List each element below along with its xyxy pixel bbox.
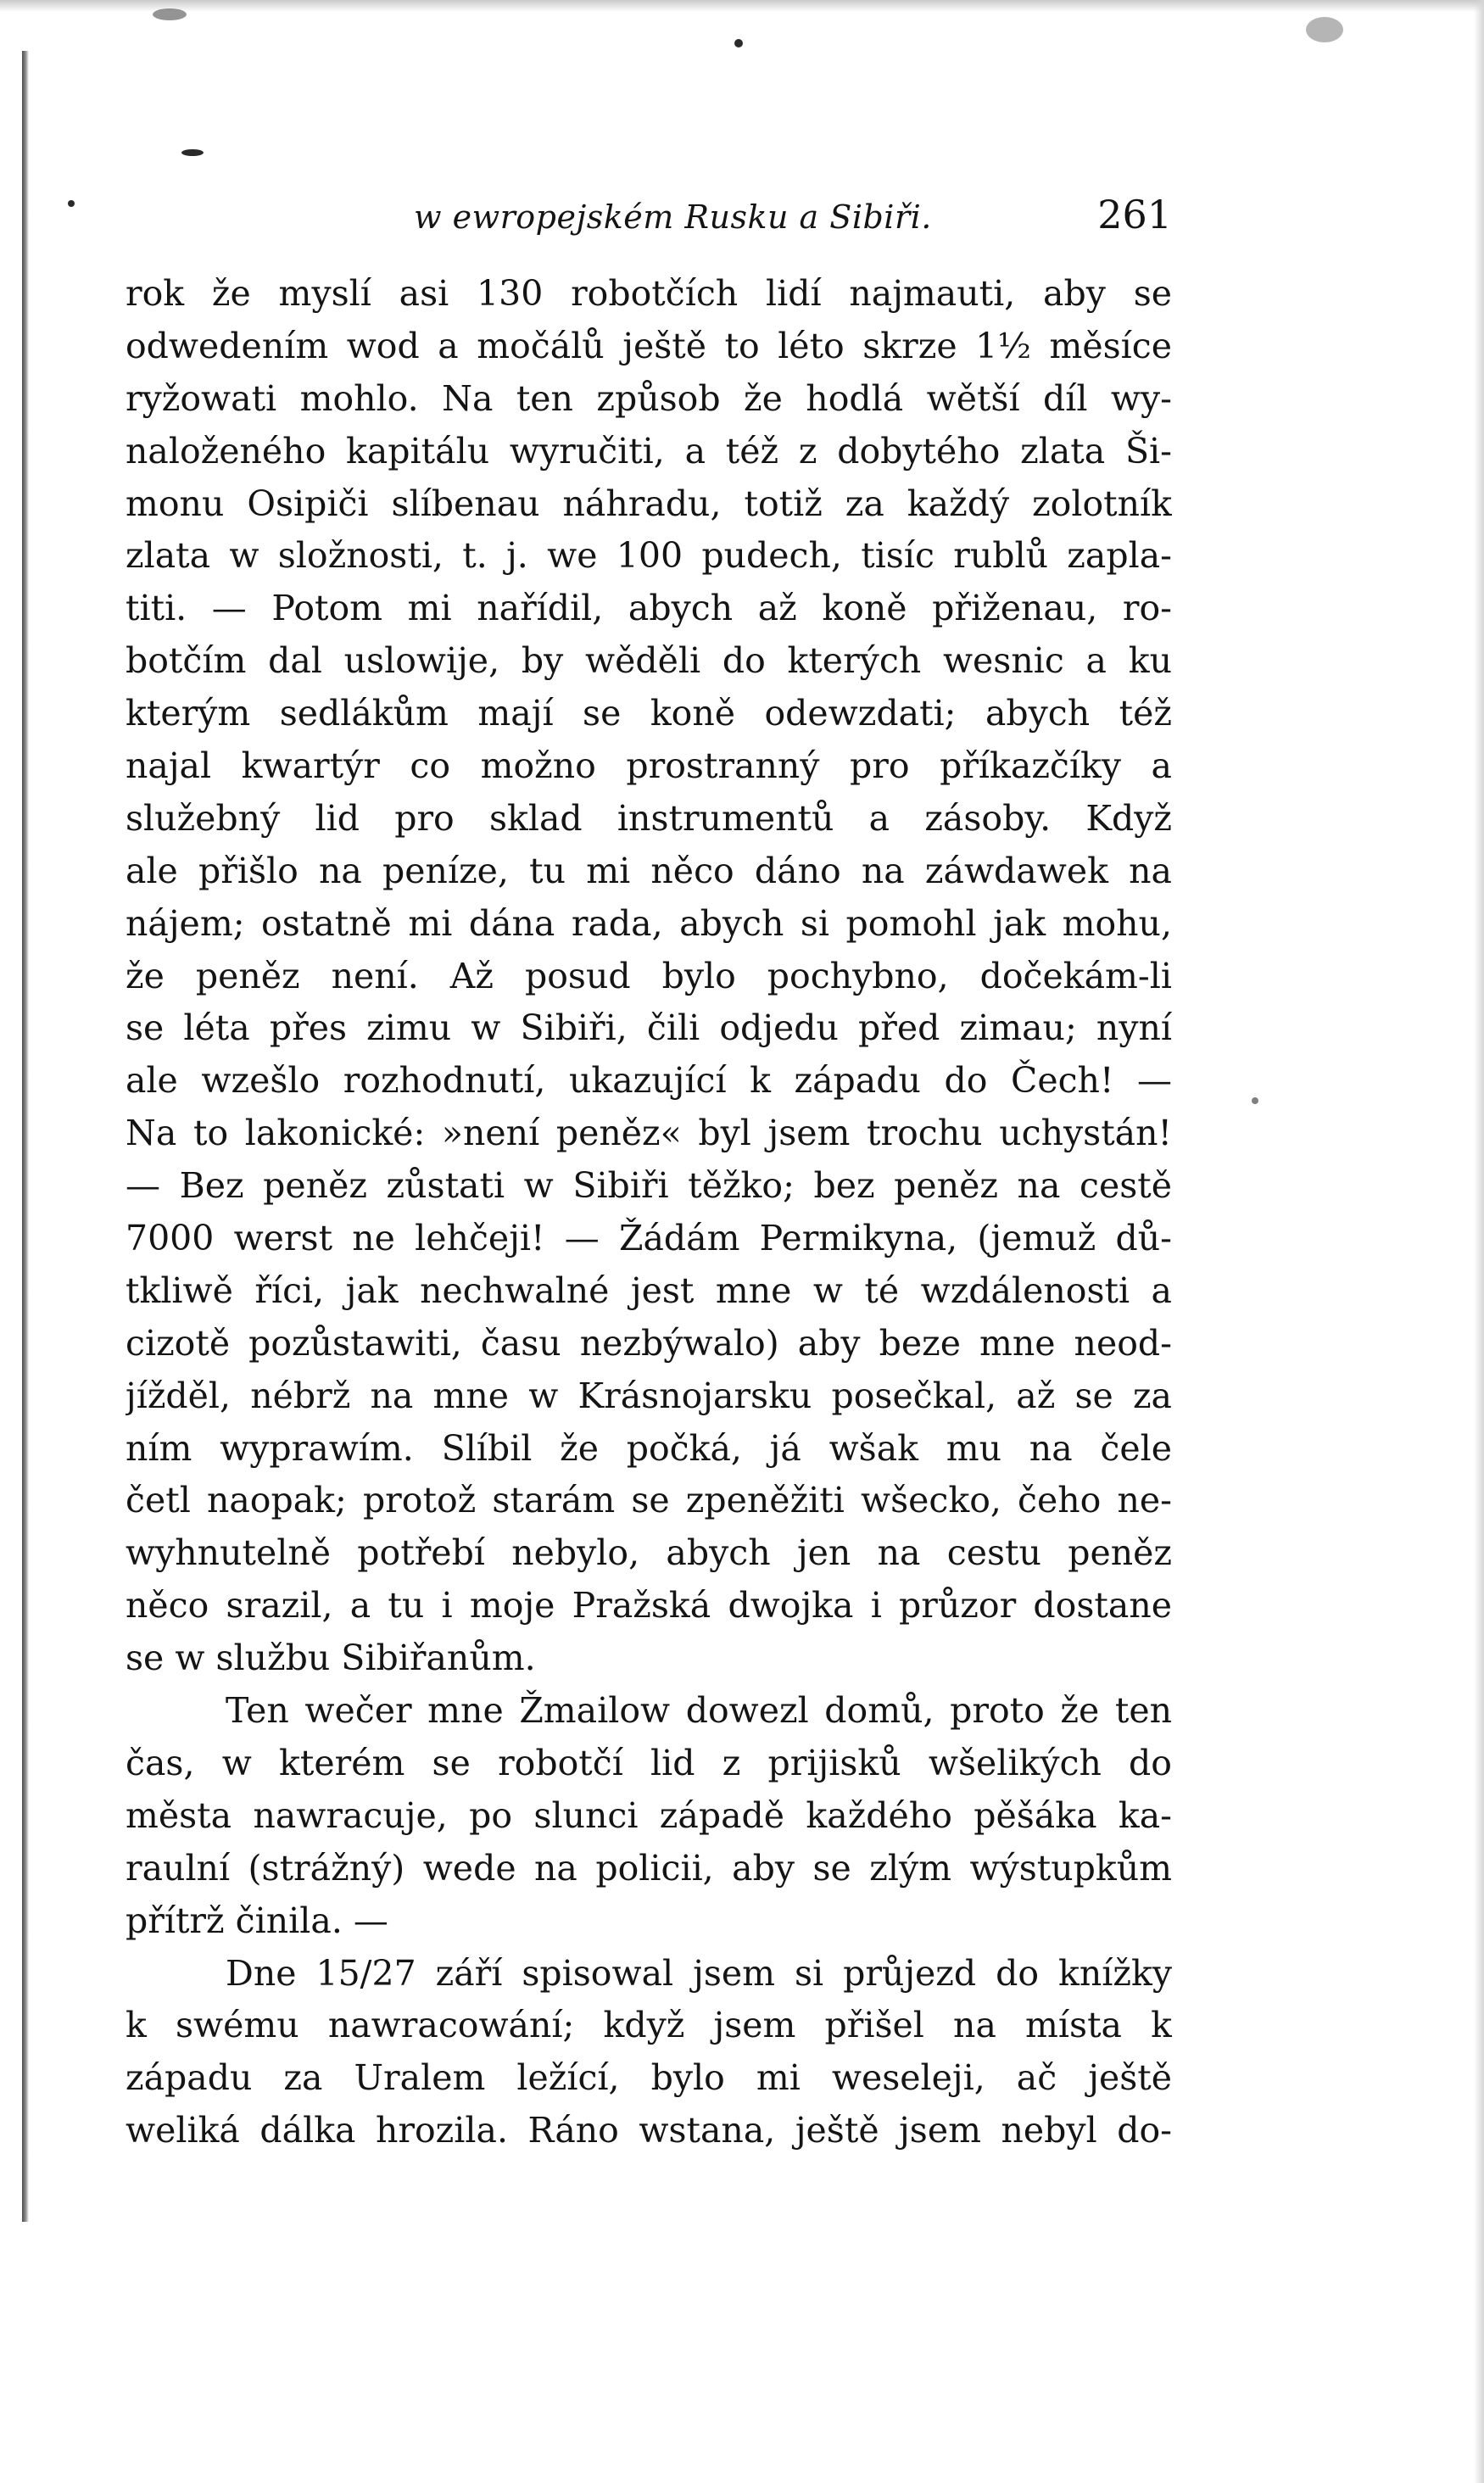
text-line: — Bez peněz zůstati w Sibiři těžko; bez peněz na cestě — [126, 1165, 1172, 1207]
text-line: monu Osipiči slíbenau náhradu, totiž za každý zolotník — [126, 483, 1172, 524]
text-line: k swému nawracowání; když jsem přišel na místa k — [126, 2005, 1172, 2046]
text-line: přítrž činila. — — [126, 1900, 388, 1941]
text-line: naloženého kapitálu wyručiti, a též z dobytého zlata Ši- — [126, 430, 1172, 471]
text-line: cizotě pozůstawiti, času nezbýwalo) aby beze mne neod- — [126, 1322, 1172, 1364]
running-title: w ewropejském Rusku a Sibiři. — [414, 198, 932, 236]
text-line: čas, w kterém se robotčí lid z prijisků wšelikých do — [126, 1742, 1172, 1783]
text-line: jížděl, nébrž na mne w Krásnojarsku posečkal, až se za — [126, 1375, 1172, 1416]
scan-speck — [181, 149, 204, 156]
text-line: města nawracuje, po slunci západě každého pěšáka ka- — [126, 1794, 1172, 1836]
text-line: nájem; ostatně mi dána rada, abych si pomohl jak mohu, — [126, 902, 1172, 944]
scan-speck — [1252, 1097, 1258, 1104]
text-line: se léta přes zimu w Sibiři, čili odjedu před zimau; nyní — [126, 1007, 1172, 1049]
text-line: raulní (strážný) wede na policii, aby se zlým wýstupkům — [126, 1847, 1172, 1889]
scan-edge-right — [1474, 0, 1484, 2483]
scan-edge-left — [22, 51, 29, 2222]
page-text — [126, 268, 1172, 2157]
scan-speck — [1306, 17, 1343, 42]
text-line: ryžowati mohlo. Na ten způsob že hodlá wětší díl wy- — [126, 377, 1172, 419]
text-line: odwedením wod a močálů ještě to léto skrze 1½ měsíce — [126, 325, 1172, 366]
text-line: najal kwartýr co možno prostranný pro příkazčíky a — [126, 745, 1172, 787]
text-line: titi. — Potom mi nařídil, abych až koně přiženau, ro- — [126, 588, 1172, 629]
text-line: že peněz není. Až posud bylo pochybno, dočekám-li — [126, 955, 1172, 996]
text-line: četl naopak; protož starám se zpeněžiti wšecko, čeho ne- — [126, 1480, 1172, 1521]
running-header — [126, 192, 1172, 251]
text-line: rok že myslí asi 130 robotčích lidí najmauti, aby se — [126, 273, 1172, 314]
text-line: tkliwě říci, jak nechwalné jest mne w té wzdálenosti a — [126, 1269, 1172, 1311]
text-line: něco srazil, a tu i moje Pražská dwojka i průzor dostane — [126, 1585, 1172, 1627]
text-line: Dne 15/27 září spisowal jsem si průjezd do knížky — [226, 1952, 1172, 1994]
text-line: služebný lid pro sklad instrumentů a zásoby. Když — [126, 797, 1172, 839]
text-line: ale přišlo na peníze, tu mi něco dáno na záwdawek na — [126, 850, 1172, 891]
text-line: Na to lakonické: »není peněz« byl jsem trochu uchystán! — [126, 1113, 1172, 1154]
scan-edge-top — [0, 0, 1484, 12]
text-line: západu za Uralem ležící, bylo mi weseleji, ač ještě — [126, 2057, 1172, 2099]
page-number: 261 — [1097, 192, 1172, 237]
scan-speck — [734, 39, 743, 47]
text-line: ním wyprawím. Slíbil že počká, já wšak mu na čele — [126, 1427, 1172, 1469]
text-line: ale wzešlo rozhodnutí, ukazující k západu do Čech! — — [126, 1060, 1172, 1102]
text-line: 7000 werst ne lehčeji! — Žádám Permikyna, (jemuž dů- — [126, 1218, 1172, 1259]
scan-speck — [68, 200, 75, 207]
text-line: weliká dálka hrozila. Ráno wstana, ještě jsem nebyl do- — [126, 2110, 1172, 2151]
text-line: kterým sedlákům mají se koně odewzdati; abych též — [126, 693, 1172, 734]
text-line: botčím dal uslowije, by wěděli do kterých wesnic a ku — [126, 640, 1172, 682]
scan-speck — [153, 8, 187, 20]
text-line: se w službu Sibiřanům. — [126, 1638, 536, 1679]
text-line: zlata w složnosti, t. j. we 100 pudech, tisíc rublů zapla- — [126, 535, 1172, 577]
text-line: Ten wečer mne Žmailow dowezl domů, proto že ten — [226, 1690, 1172, 1732]
text-line: wyhnutelně potřebí nebylo, abych jen na cestu peněz — [126, 1532, 1172, 1574]
